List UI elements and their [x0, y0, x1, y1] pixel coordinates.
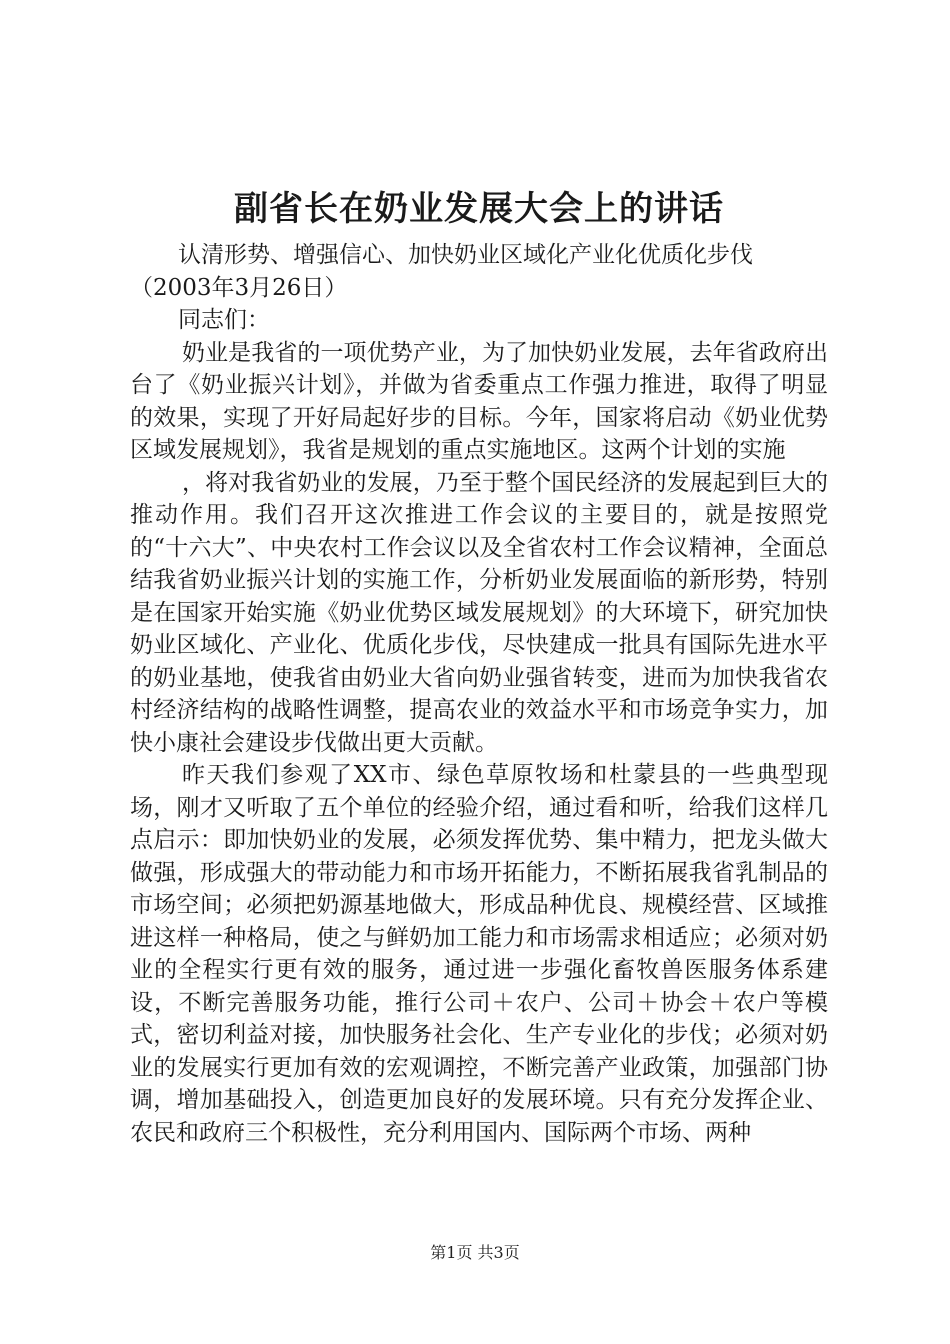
document-title: 副省长在奶业发展大会上的讲话	[234, 189, 724, 229]
document-body	[130, 183, 828, 1149]
document-date: （2003年3月26日）	[130, 274, 348, 301]
paragraph-1: 奶业是我省的一项优势产业，为了加快奶业发展，去年省政府出台了《奶业振兴计划》，并做为省委重点工作强力推进，取得了明显的效果，实现了开好局起好步的目标。今年，国家将启动《奶业优势区域发展规划》，我省是规划的重点实施地区。这两个计划的实施	[130, 339, 828, 463]
paragraph-3: 昨天我们参观了XX市、绿色草原牧场和杜蒙县的一些典型现场，刚才又听取了五个单位的经验介绍，通过看和听，给我们这样几点启示：即加快奶业的发展，必须发挥优势、集中精力，把龙头做大做强，形成强大的带动能力和市场开拓能力，不断拓展我省乳制品的市场空间；必须把奶源基地做大，形成品种优良、规模经营、区域推进这样一种格局，使之与鲜奶加工能力和市场需求相适应；必须对奶业的全程实行更有效的服务，通过进一步强化畜牧兽医服务体系建设，不断完善服务功能，推行公司＋农户、公司＋协会＋农户等模式，密切利益对接，加快服务社会化、生产专业化的步伐；必须对奶业的发展实行更加有效的宏观调控，不断完善产业政策，加强部门协调，增加基础投入，创造更加良好的发展环境。只有充分发挥企业、农民和政府三个积极性，充分利用国内、国际两个市场、两种	[130, 762, 828, 1146]
paragraph-2: ，将对我省奶业的发展，乃至于整个国民经济的发展起到巨大的推动作用。我们召开这次推进工作会议的主要目的，就是按照党的“十六大”、中央农村工作会议以及全省农村工作会议精神，全面总结我省奶业振兴计划的实施工作，分析奶业发展面临的新形势，特别是在国家开始实施《奶业优势区域发展规划》的大环境下，研究加快奶业区域化、产业化、优质化步伐，尽快建成一批具有国际先进水平的奶业基地，使我省由奶业大省向奶业强省转变，进而为加快我省农村经济结构的战略性调整，提高农业的效益水平和市场竞争实力，加快小康社会建设步伐做出更大贡献。	[130, 469, 828, 756]
page-footer: 第1页 共3页	[430, 1243, 520, 1262]
salutation: 同志们：	[178, 307, 270, 333]
document-subtitle: 认清形势、增强信心、加快奶业区域化产业化优质化步伐	[178, 242, 753, 268]
